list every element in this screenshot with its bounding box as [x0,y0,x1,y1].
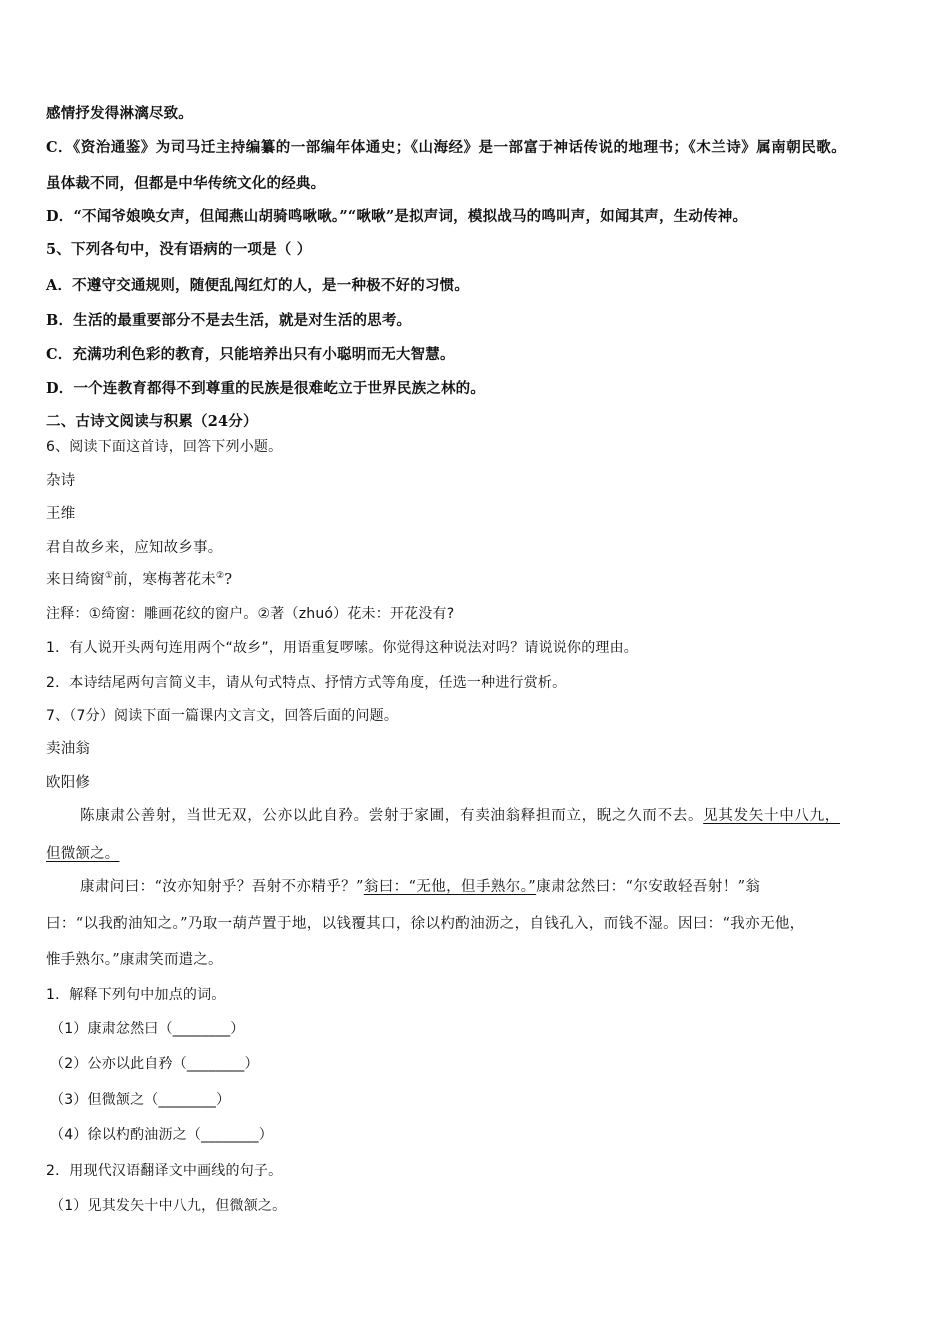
q5-option-d: D．一个连教育都得不到尊重的民族是很难屹立于世界民族之林的。 [46,380,486,397]
q6-poem-line2-part1: 来日绮窗 [46,572,105,588]
q7-sub1-item3: （3）但微颔之（________） [50,1092,231,1108]
q6-sub1: 1．有人说开头两句连用两个“故乡”，用语重复啰嗦。你觉得这种说法对吗？请说说你的理由。 [46,640,639,656]
q6-stem: 6、阅读下面这首诗，回答下列小题。 [46,439,283,455]
q7-para1-line1 [80,806,840,826]
q7-sub1-item2: （2）公亦以此自矜（________） [50,1056,259,1072]
section2-heading: 二、古诗文阅读与积累（24分） [46,413,258,430]
q6-poem-line1: 君自故乡来，应知故乡事。 [46,540,223,556]
q7-para1-line2-underlined: 但微颔之。 [46,846,120,862]
q7-sub1-item1: （1）康肃忿然曰（________） [50,1021,245,1037]
q7-author: 欧阳修 [46,775,91,791]
q6-poem-title: 杂诗 [46,473,76,489]
q6-poem-line2-part2: 前，寒梅著花未 [113,572,216,588]
q6-poem-line2-part3: ? [224,572,233,588]
q6-sub2: 2．本诗结尾两句言简义丰，请从句式特点、抒情方式等角度，任选一种进行赏析。 [46,675,567,691]
q6-note: 注释：①绮窗：雕画花纹的窗户。②著（zhuó）花未：开花没有? [46,606,455,622]
q7-stem: 7、（7分）阅读下面一篇课内文言文，回答后面的问题。 [46,708,399,724]
q4-option-b-tail: 感情抒发得淋漓尽致。 [46,105,193,122]
q7-para2-line1 [80,877,760,897]
q5-option-c: C．充满功利色彩的教育，只能培养出只有小聪明而无大智慧。 [46,346,455,363]
q7-sub2-item1: （1）见其发矢十中八九，但微颔之。 [50,1198,287,1214]
q7-title: 卖油翁 [46,741,91,757]
q4-option-c-line1: C．《资治通鉴》为司马迁主持编纂的一部编年体通史；《山海经》是一部富于神话传说的地理书；《木兰诗》属南朝民歌。 [46,139,847,156]
footnote-marker-1: ① [104,571,114,582]
q7-sub1: 1．解释下列句中加点的词。 [46,987,226,1003]
q7-para2-line1-part1: 康肃问曰：“汝亦知射乎？吾射不亦精乎？” [80,879,364,895]
q5-option-a: A．不遵守交通规则，随便乱闯红灯的人，是一种极不好的习惯。 [46,277,470,294]
q7-para1-underlined: 见其发矢十中八九， [703,808,841,824]
q7-sub1-item4: （4）徐以杓酌油沥之（________） [50,1127,273,1143]
q4-option-c-line2: 虽体裁不同，但都是中华传统文化的经典。 [46,175,326,192]
q7-para2-line2: 曰：“以我酌油知之。”乃取一葫芦置于地，以钱覆其口，徐以杓酌油沥之，自钱孔入，而钱不湿。因曰：“我亦无他， [46,916,805,932]
q7-para1-line2 [46,844,120,864]
q7-para2-line3: 惟手熟尔。”康肃笑而遣之。 [46,952,223,968]
q7-para2-line1-underlined: 翁曰：“无他，但手熟尔。” [363,879,537,895]
q5-stem: 5、下列各句中，没有语病的一项是（ ） [46,241,312,258]
q7-para2-line1-part3: 康肃忿然曰：“尔安敢轻吾射！”翁 [536,879,761,895]
q7-para1-plain: 陈康肃公善射，当世无双，公亦以此自矜。尝射于家圃，有卖油翁释担而立，睨之久而不去。 [80,808,704,824]
q4-option-d: D．“不闻爷娘唤女声，但闻燕山胡骑鸣啾啾。”“啾啾”是拟声词，模拟战马的鸣叫声，如闻其声，生动传神。 [46,208,748,225]
footnote-marker-2: ② [216,571,225,582]
q7-sub2: 2．用现代汉语翻译文中画线的句子。 [46,1163,283,1179]
q6-poem-line2 [46,570,232,590]
q6-poem-author: 王维 [46,506,76,522]
q5-option-b: B．生活的最重要部分不是去生活，就是对生活的思考。 [46,312,412,329]
